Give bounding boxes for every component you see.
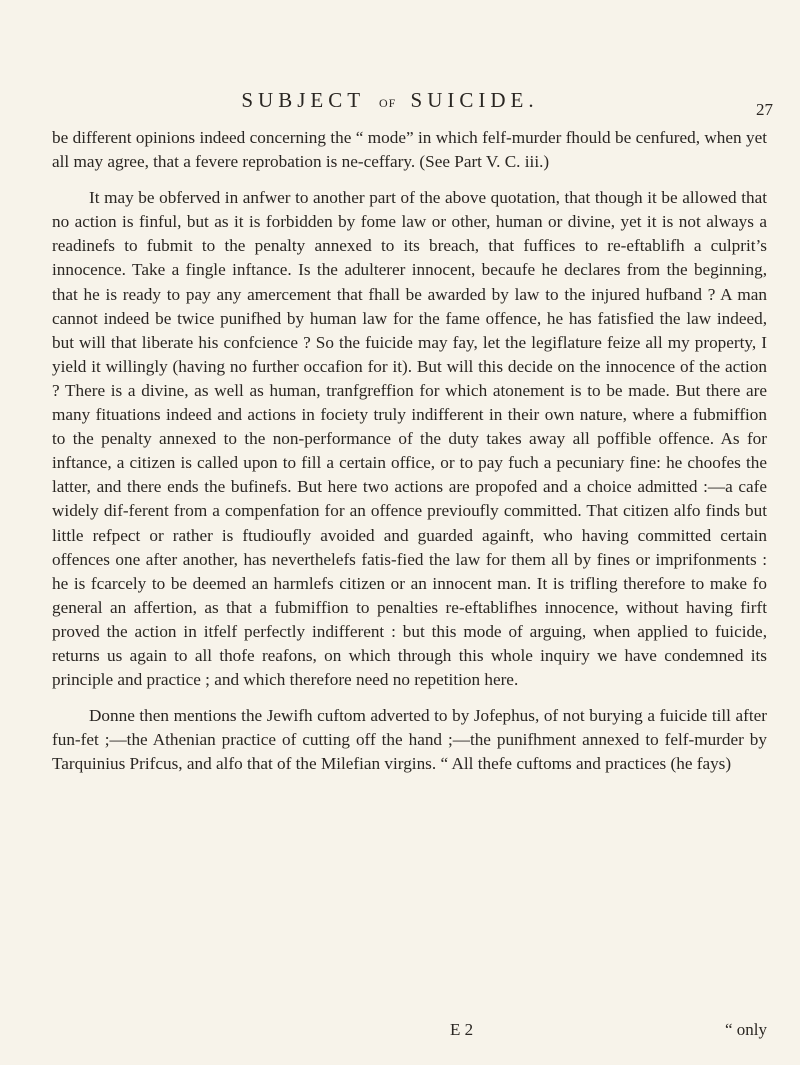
paragraph-continuation: be different opinions indeed concerning the “ mode” in which felf-murder fhould be cenfured, when yet all may agree, that a fevere reprobation is ne-ceffary. (See Part V. C. iii.): [52, 128, 767, 172]
running-head-left: SUBJECT: [241, 88, 365, 112]
catchword: “ only: [724, 1020, 767, 1039]
page-footer: [52, 1020, 767, 1044]
paragraph-reply: It may be obferved in anfwer to another part of the above quotation, that though it be allowed that no action is finful, but as it is forbidden by fome law or other, human or divine, yet it is not always a readinefs to fubmit to the penalty annexed to its breach, that fuffices to re-eftablifh a culprit’s innocence. Take a fingle inftance. Is the adulterer innocent, becaufe he declares from the beginning, that he is ready to pay any amercement that fhall be awarded by law to the injured hufband ? A man cannot indeed be twice punifhed by human law for the fame offence, he has fatisfied the law indeed, but will that liberate his confcience ? So the fuicide may fay, let the legiflature feize all my property, I yield it willingly (having no further occafion for it). But will this decide on the innocence of the action ? There is a divine, as well as human, tranfgreffion for which atonement is to be made. But there are many fituations indeed and actions in fociety truly indifferent in their own nature, where a fubmiffion to the penalty annexed to the non-performance of the duty takes away all poffible offence. As for inftance, a citizen is called upon to fill a certain office, or to pay fuch a pecuniary fine: he choofes the latter, and there ends the bufinefs. But here two actions are propofed and a choice admitted :—a cafe widely dif-ferent from a compenfation for an offence previoufly committed. That citizen alfo finds but little refpect or rather is ftudioufly avoided and guarded againft, who having committed certain offences one after another, has neverthelefs fatis-fied the law for them all by fines or imprifonments : he is fcarcely to be deemed an harmlefs citizen or an innocent man. It is trifling therefore to make fo general an affertion, as that a fubmiffion to penalties re-eftablifhes innocence, without having firft proved the action in itfelf perfectly indifferent : but this mode of arguing, when applied to fuicide, returns us again to all thofe reafons, on which through this whole inquiry we have condemned its principle and practice ; and which therefore need no repetition here.: [52, 188, 767, 690]
paragraph-donne: Donne then mentions the Jewifh cuftom adverted to by Jofephus, of not burying a fuicide till after fun-fet ;—the Athenian practice of cutting off the hand ;—the punifhment annexed to felf-murder by Tarquinius Prifcus, and alfo that of the Milefian virgins. “ All thefe cuftoms and practices (he fays): [52, 706, 767, 774]
body-text: [52, 126, 767, 776]
running-head-right: SUICIDE.: [410, 88, 539, 112]
running-head-of: OF: [378, 96, 397, 110]
running-head: [160, 88, 620, 113]
page-number: 27: [756, 100, 773, 119]
signature-mark: E 2: [450, 1020, 474, 1039]
